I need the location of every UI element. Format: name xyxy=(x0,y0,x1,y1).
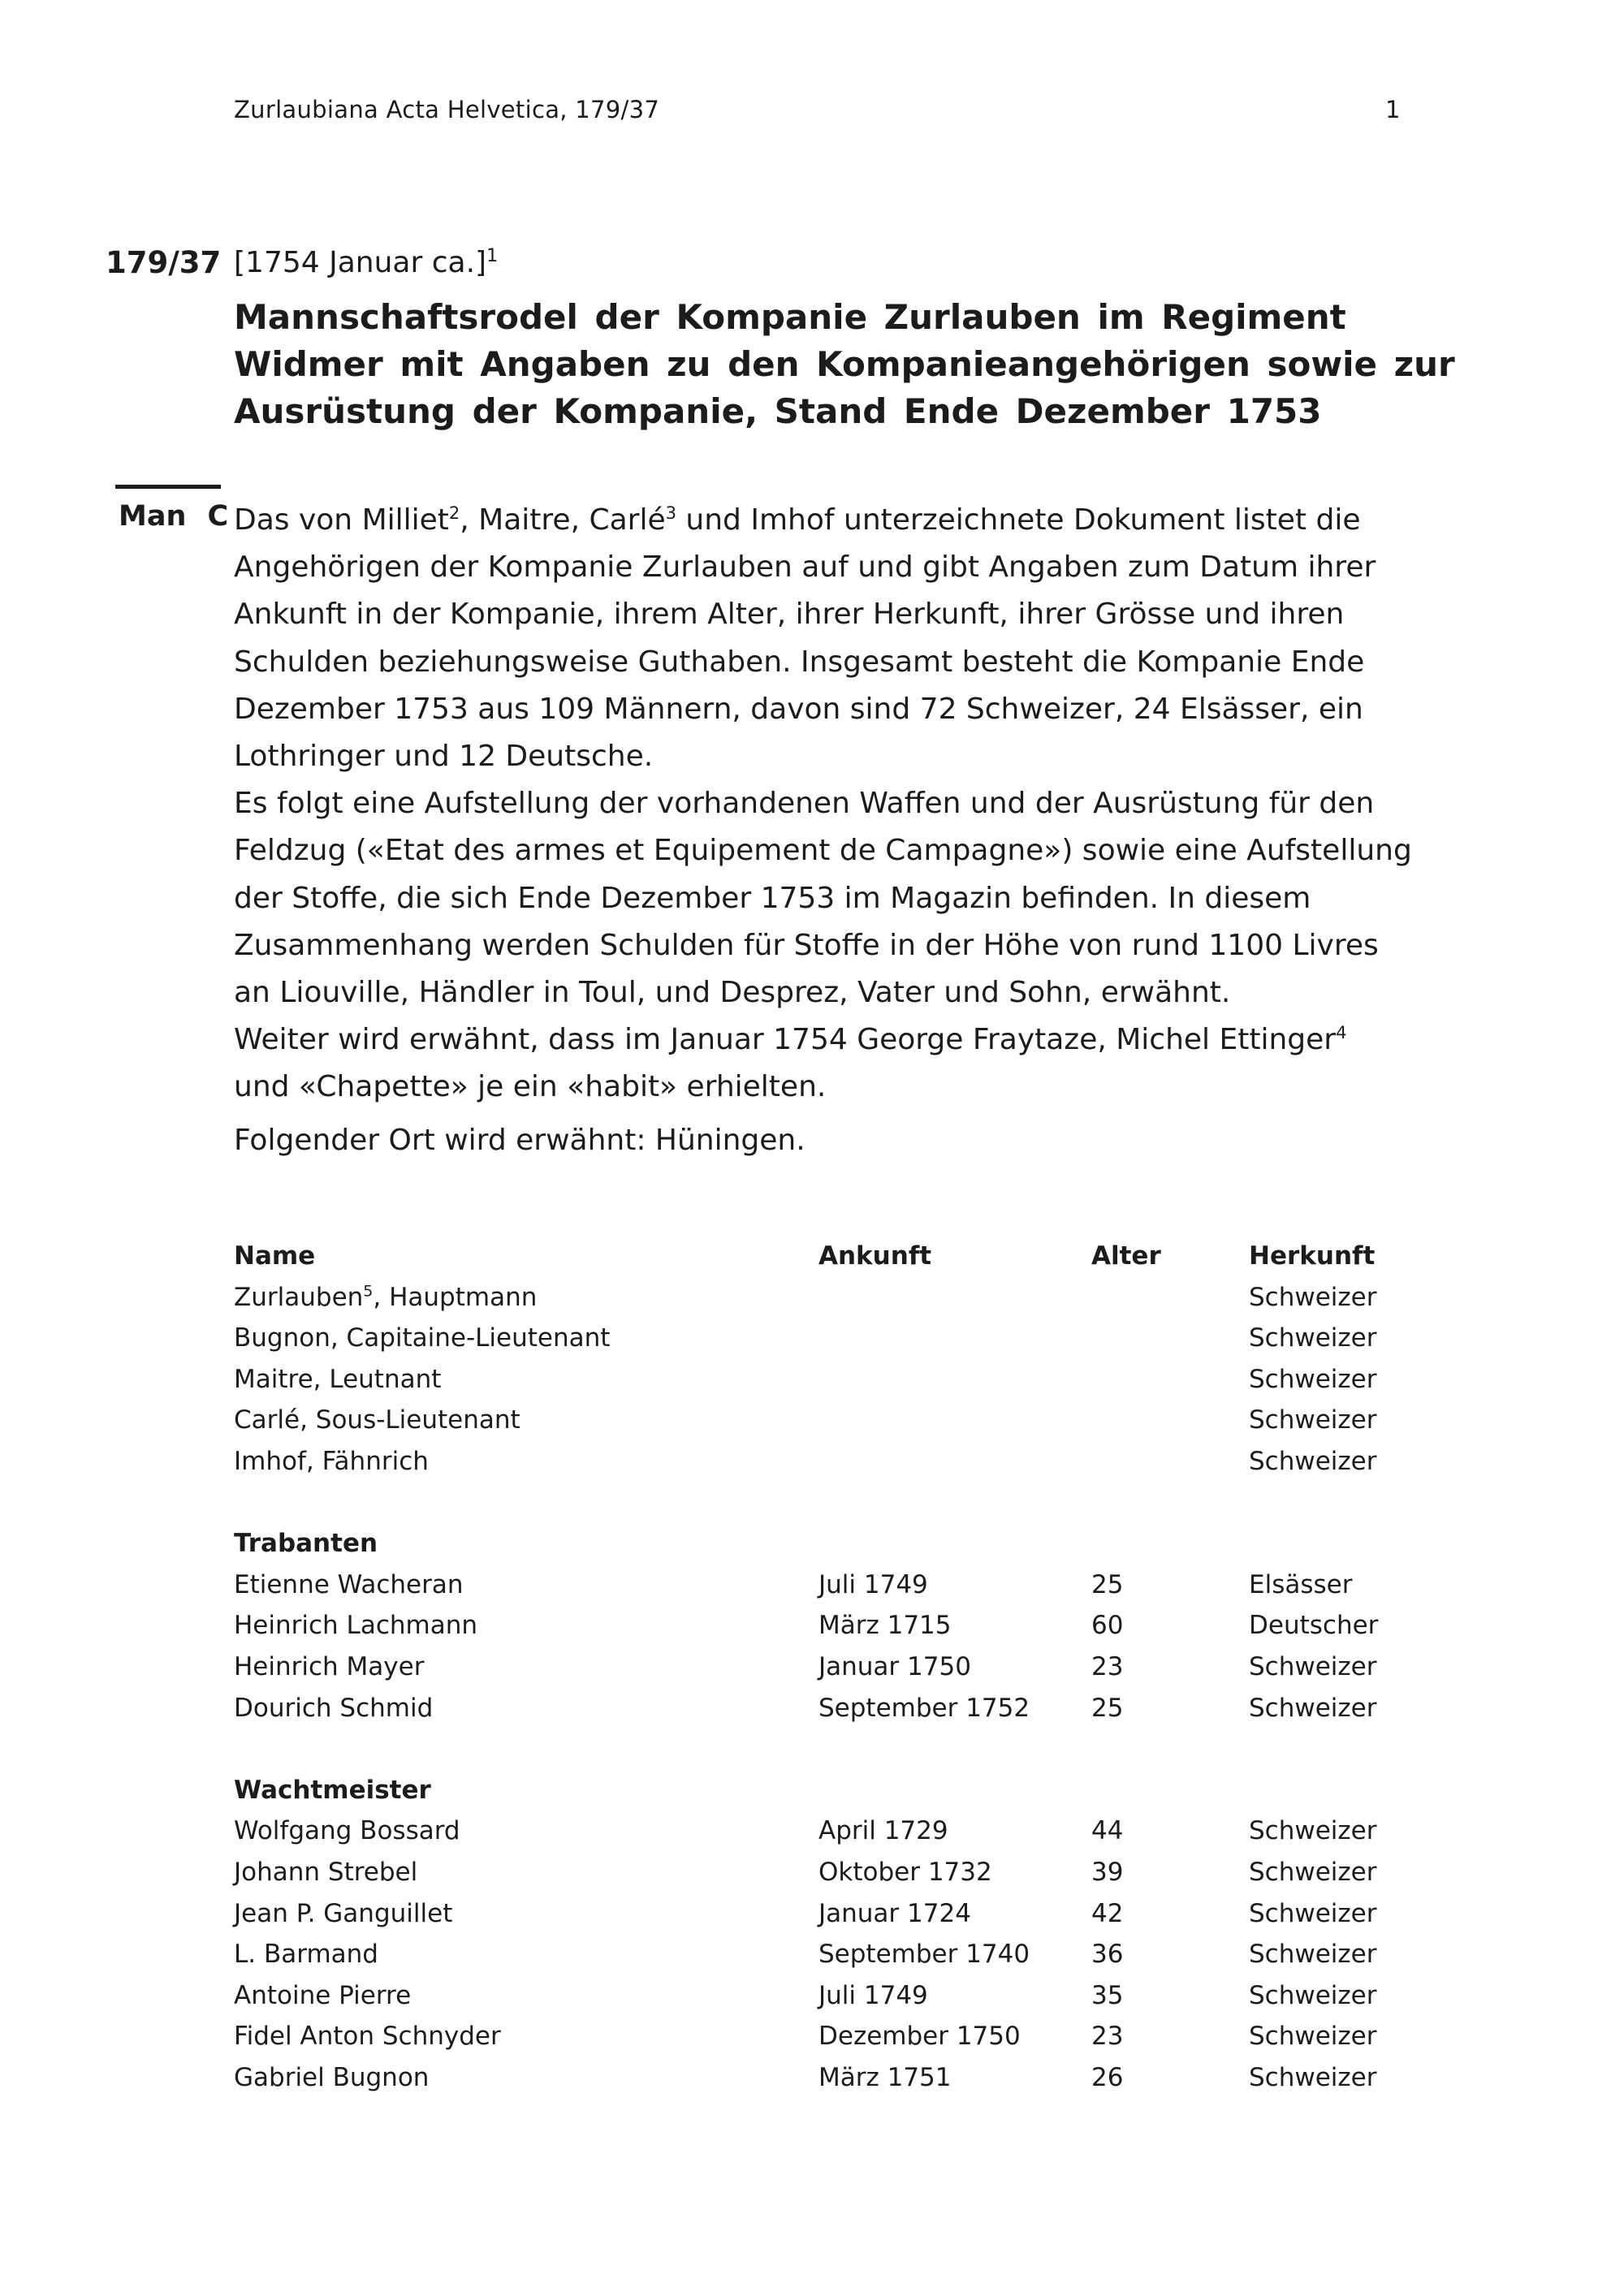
cell-arrival: Juli 1749 xyxy=(818,1569,928,1599)
cell-age: 42 xyxy=(1091,1898,1124,1928)
cell-arrival: Januar 1750 xyxy=(818,1651,971,1681)
summary-line xyxy=(234,497,1411,544)
cell-age: 25 xyxy=(1091,1693,1124,1723)
cell-name: Etienne Wacheran xyxy=(234,1569,464,1599)
cell-name: Wolfgang Bossard xyxy=(234,1816,460,1846)
cell-origin: Schweizer xyxy=(1249,1364,1377,1394)
cell-name: Bugnon, Capitaine-Lieutenant xyxy=(234,1323,611,1353)
table-row xyxy=(234,1852,1411,1893)
document-number: 179/37 xyxy=(106,245,222,280)
cell-name: Maitre, Leutnant xyxy=(234,1364,442,1394)
table-row xyxy=(234,2057,1411,2099)
cell-arrival: Dezember 1750 xyxy=(818,2022,1021,2052)
table-row xyxy=(234,1605,1411,1646)
cell-origin: Elsässer xyxy=(1249,1569,1353,1599)
cell-name: L. Barmand xyxy=(234,1940,378,1970)
summary-line: Es folgt eine Aufstellung der vorhandenen Waffen und der Ausrüstung für den xyxy=(234,787,1375,821)
table-row xyxy=(234,1810,1411,1852)
table-row xyxy=(234,1359,1411,1400)
summary-line: und «Chapette» je ein «habit» erhielten. xyxy=(234,1070,827,1104)
section-title: Trabanten xyxy=(234,1529,378,1559)
cell-origin: Schweizer xyxy=(1249,1446,1377,1476)
summary-text: und Imhof unterzeichnete Dokument listet die xyxy=(676,503,1361,537)
cell-age: 44 xyxy=(1091,1816,1124,1846)
cell-arrival: März 1715 xyxy=(818,1611,952,1641)
cell-origin: Schweizer xyxy=(1249,1816,1377,1846)
cell-name: Zurlauben$^5$, Hauptmann xyxy=(234,1282,538,1312)
title-line: Mannschaftsrodel der Kompanie Zurlauben im Regiment xyxy=(234,297,1346,337)
cell-origin: Schweizer xyxy=(1249,1651,1377,1681)
cell-origin: Schweizer xyxy=(1249,2022,1377,2052)
page-number: 1 xyxy=(1385,96,1401,123)
summary-text: , Maitre, Carlé xyxy=(460,503,666,537)
cell-origin: Schweizer xyxy=(1249,1857,1377,1887)
document-title xyxy=(234,294,1455,435)
summary-text: Das von Milliet xyxy=(234,503,449,537)
summary-text: Weiter wird erwähnt, dass im Januar 1754 George Fraytaze, Michel Ettinger xyxy=(234,1023,1337,1057)
footnote-ref-5[interactable]: 5 xyxy=(363,1282,374,1301)
running-header: Zurlaubiana Acta Helvetica, 179/37 xyxy=(234,96,660,123)
footnote-ref-1[interactable]: 1 xyxy=(486,246,499,266)
cell-name: Carlé, Sous-Lieutenant xyxy=(234,1405,520,1435)
section-rows xyxy=(234,1564,1411,1728)
cell-arrival: Januar 1724 xyxy=(818,1898,971,1928)
title-line: Ausrüstung der Kompanie, Stand Ende Dezember 1753 xyxy=(234,391,1322,431)
cell-age: 36 xyxy=(1091,1940,1124,1970)
cell-name: Antoine Pierre xyxy=(234,1980,412,2010)
summary-line: der Stoffe, die sich Ende Dezember 1753 im Magazin befinden. In diesem xyxy=(234,881,1311,915)
table-row xyxy=(234,1564,1411,1606)
table-row xyxy=(234,1646,1411,1688)
cell-arrival: Juli 1749 xyxy=(818,1980,928,2010)
cell-age: 26 xyxy=(1091,2062,1124,2092)
table-row xyxy=(234,1934,1411,1975)
column-header-name: Name xyxy=(234,1241,316,1271)
row-spacer xyxy=(234,1482,1411,1524)
code-divider xyxy=(115,485,221,489)
table-header xyxy=(234,1236,1411,1277)
cell-name: Gabriel Bugnon xyxy=(234,2062,430,2092)
cell-arrival: Oktober 1732 xyxy=(818,1857,992,1887)
table-row xyxy=(234,1318,1411,1359)
row-spacer xyxy=(234,1728,1411,1770)
summary-line: Zusammenhang werden Schulden für Stoffe in der Höhe von rund 1100 Livres xyxy=(234,928,1379,962)
section-rows xyxy=(234,1810,1411,2098)
document-date-text: [1754 Januar ca.] xyxy=(234,246,487,279)
summary-line: Ankunft in der Kompanie, ihrem Alter, ihrer Herkunft, ihrer Grösse und ihren xyxy=(234,598,1345,632)
table-row xyxy=(234,1975,1411,2017)
summary-line xyxy=(234,1016,1411,1064)
table-row xyxy=(234,1688,1411,1729)
column-header-age: Alter xyxy=(1091,1241,1161,1271)
summary xyxy=(234,497,1411,1111)
table-row xyxy=(234,1277,1411,1318)
cell-name: Johann Strebel xyxy=(234,1857,418,1887)
cell-origin: Schweizer xyxy=(1249,1282,1377,1312)
cell-arrival: April 1729 xyxy=(818,1816,948,1846)
cell-origin: Schweizer xyxy=(1249,2062,1377,2092)
cell-arrival: März 1751 xyxy=(818,2062,952,2092)
cell-origin: Schweizer xyxy=(1249,1940,1377,1970)
table-row xyxy=(234,2016,1411,2057)
roster-table xyxy=(234,1236,1411,2098)
cell-origin: Schweizer xyxy=(1249,1980,1377,2010)
cell-age: 23 xyxy=(1091,2022,1124,2052)
cell-arrival: September 1740 xyxy=(818,1940,1030,1970)
cell-age: 60 xyxy=(1091,1611,1124,1641)
cell-origin: Schweizer xyxy=(1249,1405,1377,1435)
title-line: Widmer mit Angaben zu den Kompanieangehörigen sowie zur xyxy=(234,344,1455,384)
cell-origin: Schweizer xyxy=(1249,1898,1377,1928)
cell-age: 25 xyxy=(1091,1569,1124,1599)
cell-arrival: September 1752 xyxy=(818,1693,1030,1723)
table-row xyxy=(234,1441,1411,1482)
cell-name: Jean P. Ganguillet xyxy=(234,1898,453,1928)
cell-name: Fidel Anton Schnyder xyxy=(234,2022,501,2052)
footnote-ref-2[interactable]: 2 xyxy=(448,503,460,523)
cell-age: 35 xyxy=(1091,1980,1124,2010)
table-row xyxy=(234,1400,1411,1441)
cell-name: Heinrich Lachmann xyxy=(234,1611,477,1641)
cell-name: Imhof, Fähnrich xyxy=(234,1446,429,1476)
places-mentioned: Folgender Ort wird erwähnt: Hüningen. xyxy=(234,1124,806,1157)
cell-origin: Deutscher xyxy=(1249,1611,1379,1641)
summary-line: Schulden beziehungsweise Guthaben. Insgesamt besteht die Kompanie Ende xyxy=(234,645,1365,679)
summary-line: Angehörigen der Kompanie Zurlauben auf und gibt Angaben zum Datum ihrer xyxy=(234,550,1376,585)
cell-origin: Schweizer xyxy=(1249,1693,1377,1723)
summary-line: Lothringer und 12 Deutsche. xyxy=(234,740,654,774)
cell-name: Heinrich Mayer xyxy=(234,1651,425,1681)
cell-age: 39 xyxy=(1091,1857,1124,1887)
section-title: Wachtmeister xyxy=(234,1775,431,1805)
summary-line: an Liouville, Händler in Toul, und Desprez, Vater und Sohn, erwähnt. xyxy=(234,976,1231,1010)
summary-line: Dezember 1753 aus 109 Männern, davon sind 72 Schweizer, 24 Elsässer, ein xyxy=(234,692,1363,726)
summary-line: Feldzug («Etat des armes et Equipement de Campagne») sowie eine Aufstellung xyxy=(234,834,1412,868)
cell-age: 23 xyxy=(1091,1651,1124,1681)
column-header-arrival: Ankunft xyxy=(818,1241,932,1271)
footnote-ref-4[interactable]: 4 xyxy=(1336,1023,1347,1043)
cell-name: Dourich Schmid xyxy=(234,1693,434,1723)
document-code: Man C xyxy=(119,500,229,533)
cell-origin: Schweizer xyxy=(1249,1323,1377,1353)
table-row xyxy=(234,1893,1411,1935)
footnote-ref-3[interactable]: 3 xyxy=(665,503,676,523)
document-date xyxy=(234,246,498,279)
column-header-origin: Herkunft xyxy=(1249,1241,1376,1271)
